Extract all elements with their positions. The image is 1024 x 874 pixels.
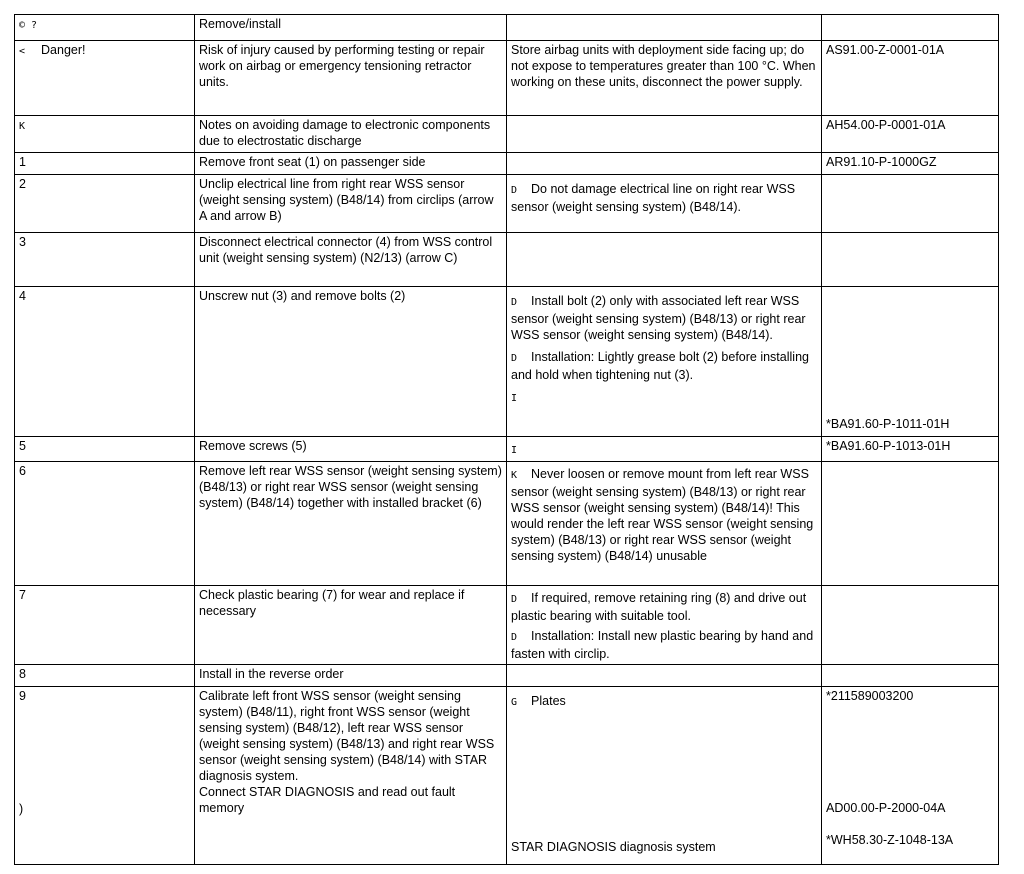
table-row: K Notes on avoiding damage to electronic components due to electrostatic discharge AH54.00-P-0001-01A <box>15 116 999 153</box>
header-symbols: © ? <box>15 15 195 41</box>
header-title: Remove/install <box>195 15 507 41</box>
table-row: 6 Remove left rear WSS sensor (weight sensing system) (B48/13) or right rear WSS sensor (weight sensing system) (B48/14) together with installed bracket (6) K Never loosen or remove mount from left rear WSS sensor (weight sensing system) (B48/13) or right rear WSS sensor (weight sensing system) (B48/14)! This would render the left rear WSS sensor (weight sensing system) (B48/13) or right rear WSS sensor (weight sensing system) (B48/14) unusable <box>15 462 999 586</box>
table-row: 7 Check plastic bearing (7) for wear and replace if necessary D If required, remove retaining ring (8) and drive out plastic bearing with suitable tool. D Installation: Install new plastic bearing by hand and fasten with circlip. <box>15 586 999 665</box>
note-icon: D <box>511 632 518 643</box>
table-row: < Danger! Risk of injury caused by performing testing or repair work on airbag or emergency tensioning retractor units. Store airbag units with deployment side facing up; do not expose to temperatures greater than 100 °C. When working on these units, disconnect the power supply. AS91.00-Z-0001-01A <box>15 41 999 116</box>
note-icon: D <box>511 594 518 605</box>
info-icon: I <box>511 445 518 456</box>
info-icon: I <box>511 393 518 404</box>
table-row: 4 Unscrew nut (3) and remove bolts (2) D Install bolt (2) only with associated left rear WSS sensor (weight sensing system) (B48/13) or right rear WSS sensor (weight sensing system) (B48/14). D Installation: Lightly grease bolt (2) before installing and hold when tightening nut (3). I *BA91.60-P-1011-01H <box>15 287 999 437</box>
table-row: 8 Install in the reverse order <box>15 665 999 687</box>
table-row: 9 ) Calibrate left front WSS sensor (weight sensing system) (B48/11), right front WSS sensor (weight sensing system) (B48/12), left rear WSS sensor (weight sensing system) (B48/13) and right rear WSS sensor (weight sensing system) (B48/14) with STAR diagnosis system. Connect STAR DIAGNOSIS and read out fault memory G Plates STAR DIAGNOSIS diagnosis system *211589003200 AD00.00-P-2000-04A *WH58.30-Z-1048-13A <box>15 687 999 865</box>
note-icon: D <box>511 353 518 364</box>
note-icon: D <box>511 297 518 308</box>
table-row: 2 Unclip electrical line from right rear WSS sensor (weight sensing system) (B48/14) from circlips (arrow A and arrow B) D Do not damage electrical line on right rear WSS sensor (weight sensing system) (B48/14). <box>15 175 999 233</box>
table-row: 1 Remove front seat (1) on passenger side AR91.10-P-1000GZ <box>15 153 999 175</box>
esd-icon: K <box>19 121 26 132</box>
warning-icon: K <box>511 470 518 481</box>
danger-label: Danger! <box>41 43 86 57</box>
table-header-row <box>15 15 999 41</box>
tool-icon: G <box>511 697 518 708</box>
danger-icon: < <box>19 46 26 57</box>
table-row: 3 Disconnect electrical connector (4) from WSS control unit (weight sensing system) (N2/13) (arrow C) <box>15 233 999 287</box>
table-row: 5 Remove screws (5) I *BA91.60-P-1013-01H <box>15 437 999 462</box>
procedure-table <box>14 14 999 865</box>
note-icon: D <box>511 185 518 196</box>
